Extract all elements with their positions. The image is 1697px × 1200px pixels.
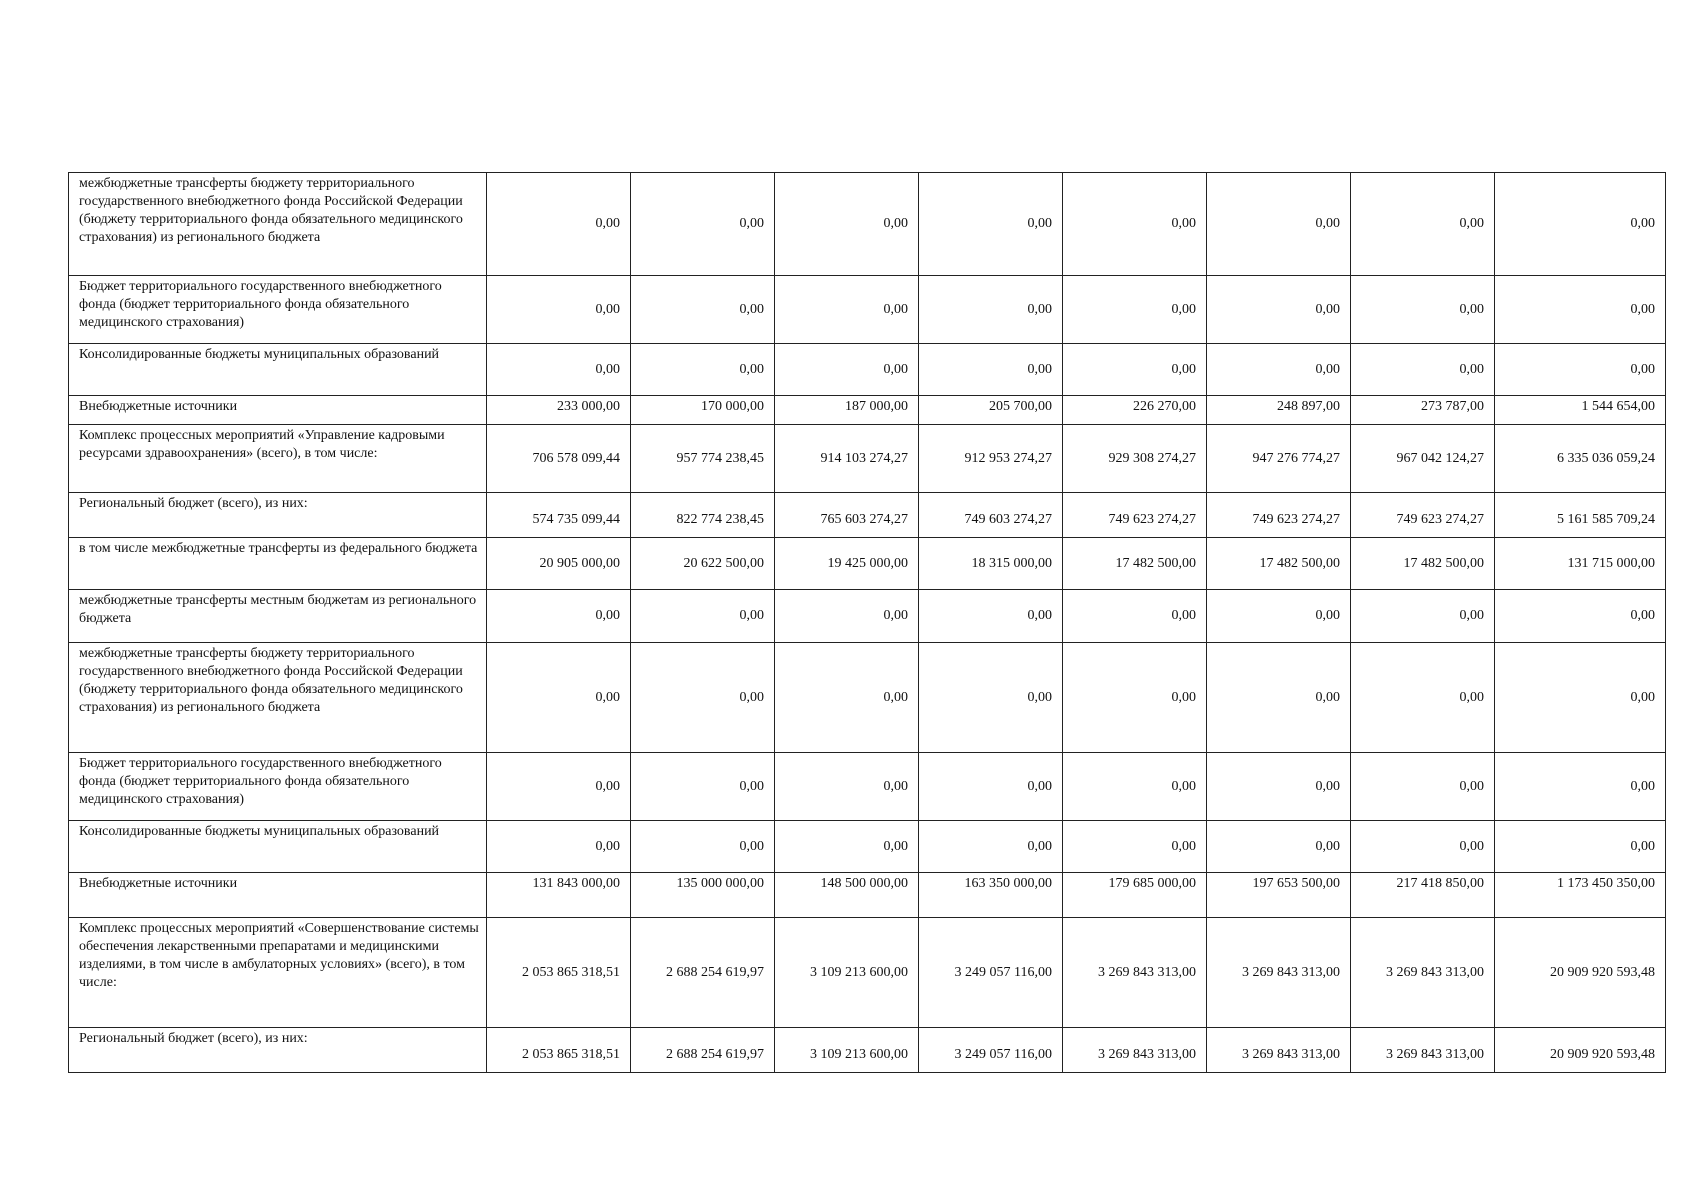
value-cell: 3 249 057 116,00 [919,1028,1063,1073]
value-cell: 135 000 000,00 [631,873,775,918]
value-cell: 3 269 843 313,00 [1063,1028,1207,1073]
value-cell: 17 482 500,00 [1207,538,1351,590]
value-cell: 3 269 843 313,00 [1351,1028,1495,1073]
row-label: межбюджетные трансферты бюджету территориального государственного внебюджетного фонда Российской Федерации (бюджету территориального фонда обязательного медицинского страхования) из регионального бюджета [69,173,487,276]
total-cell: 0,00 [1495,344,1666,396]
value-cell: 20 622 500,00 [631,538,775,590]
value-cell: 3 269 843 313,00 [1207,1028,1351,1073]
value-cell: 0,00 [487,821,631,873]
value-cell: 929 308 274,27 [1063,425,1207,493]
value-cell: 18 315 000,00 [919,538,1063,590]
total-cell: 20 909 920 593,48 [1495,1028,1666,1073]
total-cell: 0,00 [1495,173,1666,276]
value-cell: 187 000,00 [775,396,919,425]
value-cell: 0,00 [1063,344,1207,396]
row-label: в том числе межбюджетные трансферты из федерального бюджета [69,538,487,590]
value-cell: 197 653 500,00 [1207,873,1351,918]
value-cell: 20 905 000,00 [487,538,631,590]
value-cell: 912 953 274,27 [919,425,1063,493]
value-cell: 0,00 [487,590,631,643]
value-cell: 947 276 774,27 [1207,425,1351,493]
value-cell: 2 688 254 619,97 [631,1028,775,1073]
value-cell: 0,00 [487,173,631,276]
value-cell: 2 053 865 318,51 [487,1028,631,1073]
table-row [69,1028,1666,1073]
table-row [69,821,1666,873]
value-cell: 0,00 [775,173,919,276]
value-cell: 0,00 [1207,344,1351,396]
value-cell: 0,00 [775,643,919,753]
value-cell: 749 623 274,27 [1351,493,1495,538]
value-cell: 0,00 [775,344,919,396]
value-cell: 148 500 000,00 [775,873,919,918]
value-cell: 957 774 238,45 [631,425,775,493]
total-cell: 0,00 [1495,590,1666,643]
value-cell: 0,00 [1207,643,1351,753]
value-cell: 3 269 843 313,00 [1063,918,1207,1028]
row-label: Региональный бюджет (всего), из них: [69,493,487,538]
row-label: Бюджет территориального государственного внебюджетного фонда (бюджет территориального фонда обязательного медицинского страхования) [69,276,487,344]
value-cell: 0,00 [487,344,631,396]
budget-table [68,172,1666,1073]
value-cell: 0,00 [631,643,775,753]
value-cell: 0,00 [1207,276,1351,344]
value-cell: 0,00 [1063,276,1207,344]
value-cell: 163 350 000,00 [919,873,1063,918]
value-cell: 0,00 [919,753,1063,821]
value-cell: 217 418 850,00 [1351,873,1495,918]
value-cell: 0,00 [775,821,919,873]
value-cell: 749 603 274,27 [919,493,1063,538]
table-row [69,590,1666,643]
table-row [69,538,1666,590]
value-cell: 0,00 [1063,173,1207,276]
value-cell: 0,00 [631,590,775,643]
value-cell: 0,00 [1207,753,1351,821]
value-cell: 0,00 [919,821,1063,873]
row-label: межбюджетные трансферты местным бюджетам из регионального бюджета [69,590,487,643]
table-row [69,276,1666,344]
value-cell: 19 425 000,00 [775,538,919,590]
value-cell: 0,00 [919,344,1063,396]
value-cell: 0,00 [1351,276,1495,344]
value-cell: 914 103 274,27 [775,425,919,493]
total-cell: 6 335 036 059,24 [1495,425,1666,493]
total-cell: 5 161 585 709,24 [1495,493,1666,538]
value-cell: 0,00 [919,276,1063,344]
value-cell: 0,00 [919,590,1063,643]
table-row [69,753,1666,821]
value-cell: 0,00 [1063,753,1207,821]
row-label: Комплекс процессных мероприятий «Управление кадровыми ресурсами здравоохранения» (всего), в том числе: [69,425,487,493]
value-cell: 967 042 124,27 [1351,425,1495,493]
total-cell: 131 715 000,00 [1495,538,1666,590]
total-cell: 0,00 [1495,821,1666,873]
value-cell: 226 270,00 [1063,396,1207,425]
value-cell: 0,00 [1351,173,1495,276]
value-cell: 0,00 [1063,821,1207,873]
table-row [69,643,1666,753]
row-label: Консолидированные бюджеты муниципальных образований [69,821,487,873]
value-cell: 0,00 [1351,643,1495,753]
budget-table-body [69,173,1666,1073]
value-cell: 0,00 [487,643,631,753]
table-row [69,873,1666,918]
total-cell: 0,00 [1495,643,1666,753]
total-cell: 1 544 654,00 [1495,396,1666,425]
value-cell: 706 578 099,44 [487,425,631,493]
table-row [69,918,1666,1028]
value-cell: 0,00 [919,643,1063,753]
total-cell: 1 173 450 350,00 [1495,873,1666,918]
value-cell: 0,00 [1207,590,1351,643]
value-cell: 0,00 [1351,344,1495,396]
value-cell: 0,00 [1351,821,1495,873]
value-cell: 17 482 500,00 [1351,538,1495,590]
value-cell: 0,00 [631,276,775,344]
row-label: Комплекс процессных мероприятий «Совершенствование системы обеспечения лекарственными препаратами и медицинскими изделиями, в том числе в амбулаторных условиях» (всего), в том числе: [69,918,487,1028]
value-cell: 131 843 000,00 [487,873,631,918]
row-label: Региональный бюджет (всего), из них: [69,1028,487,1073]
row-label: Внебюджетные источники [69,396,487,425]
value-cell: 0,00 [631,344,775,396]
value-cell: 0,00 [1063,643,1207,753]
row-label: Бюджет территориального государственного внебюджетного фонда (бюджет территориального фонда обязательного медицинского страхования) [69,753,487,821]
value-cell: 273 787,00 [1351,396,1495,425]
row-label: Внебюджетные источники [69,873,487,918]
value-cell: 3 109 213 600,00 [775,918,919,1028]
value-cell: 0,00 [631,821,775,873]
total-cell: 0,00 [1495,753,1666,821]
value-cell: 0,00 [775,276,919,344]
row-label: Консолидированные бюджеты муниципальных образований [69,344,487,396]
table-row [69,344,1666,396]
total-cell: 20 909 920 593,48 [1495,918,1666,1028]
value-cell: 0,00 [1351,753,1495,821]
value-cell: 0,00 [487,753,631,821]
value-cell: 822 774 238,45 [631,493,775,538]
value-cell: 0,00 [487,276,631,344]
value-cell: 233 000,00 [487,396,631,425]
total-cell: 0,00 [1495,276,1666,344]
value-cell: 0,00 [631,173,775,276]
value-cell: 749 623 274,27 [1063,493,1207,538]
value-cell: 170 000,00 [631,396,775,425]
value-cell: 0,00 [1207,173,1351,276]
value-cell: 3 269 843 313,00 [1207,918,1351,1028]
value-cell: 179 685 000,00 [1063,873,1207,918]
row-label: межбюджетные трансферты бюджету территориального государственного внебюджетного фонда Российской Федерации (бюджету территориального фонда обязательного медицинского страхования) из регионального бюджета [69,643,487,753]
table-row [69,396,1666,425]
value-cell: 2 688 254 619,97 [631,918,775,1028]
value-cell: 0,00 [1351,590,1495,643]
value-cell: 0,00 [1063,590,1207,643]
value-cell: 765 603 274,27 [775,493,919,538]
value-cell: 248 897,00 [1207,396,1351,425]
value-cell: 3 249 057 116,00 [919,918,1063,1028]
value-cell: 3 109 213 600,00 [775,1028,919,1073]
table-row [69,493,1666,538]
value-cell: 0,00 [631,753,775,821]
value-cell: 205 700,00 [919,396,1063,425]
value-cell: 749 623 274,27 [1207,493,1351,538]
value-cell: 2 053 865 318,51 [487,918,631,1028]
value-cell: 574 735 099,44 [487,493,631,538]
value-cell: 0,00 [775,590,919,643]
table-row [69,425,1666,493]
value-cell: 3 269 843 313,00 [1351,918,1495,1028]
value-cell: 17 482 500,00 [1063,538,1207,590]
value-cell: 0,00 [919,173,1063,276]
table-row [69,173,1666,276]
value-cell: 0,00 [1207,821,1351,873]
value-cell: 0,00 [775,753,919,821]
